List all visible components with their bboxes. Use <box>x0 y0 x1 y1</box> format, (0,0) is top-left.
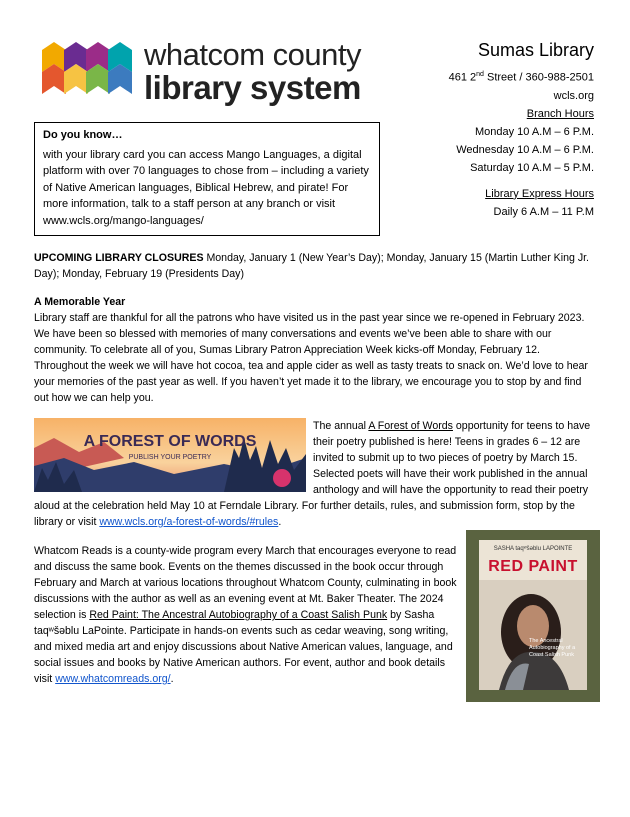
whatcom-reads-paragraph: Whatcom Reads is a county-wide program every March that encourages everyone to read and discuss the same book. Events on the themes discussed in the book occur through February and March at various locations throughout Whatcom County, culminating in book discussions with the author as well as an evening event at Mt. Baker Theater. The 2024 selection is Red Paint: The Ancestral Autobiography of a Coast Salish Punk by Sasha taqʷšəblu LaPointe. Participate in hands-on events such as cedar weaving, song writing, and mixed media art and enjoy discussions about Native American values, language, and social issues and books by Native American authors. For event, author and book details visit www.whatcomreads.org/. <box>34 545 457 685</box>
wcls-logo <box>42 37 372 110</box>
closures-label: UPCOMING LIBRARY CLOSURES <box>34 252 204 264</box>
banner-subtitle: PUBLISH YOUR POETRY <box>128 454 212 461</box>
forest-of-words-section: The annual A Forest of Words opportunity for teens to have their poetry published is here! Teens in grades 6 – 12 are invited to submit up to two pieces of poetry by March 15. Selected poets will have their work published in the annual anthology and will have the opportunity to read their poetry aloud at the celebration held May 10 at Ferndale Library. For further details, rules, and submission form, stop by the library or visit www.wcls.org/a-forest-of-words/#rules. <box>34 420 591 528</box>
branch-hours-title: Branch Hours <box>526 107 594 120</box>
branch-address: 461 2nd Street / 360-988-2501 <box>448 71 594 84</box>
closures-paragraph <box>34 250 594 282</box>
closures-text: Monday, January 1 (New Year’s Day); Monday, January 15 (Martin Luther King Jr. Day); Monday, February 19 (Presidents Day) <box>34 252 590 280</box>
banner-title: A FOREST OF WORDS <box>83 433 257 450</box>
book-title: RED PAINT <box>488 558 578 575</box>
memorable-year-body: Library staff are thankful for all the patrons who have visited us in the past year since we re-opened in February 2023. We have been so blessed with memories of many conversations and events we’ve been able to share with our community. To celebrate all of you, Sumas Library Patron Appreciation Week kicks-off Monday, February 12. Throughout the week we will have hot cocoa, tea and apple cider as well as tasty treats to snack on. We’d love to hear your memories of the past year as well. If you haven’t yet made it to the library, we encourage you to stop by and find out how we can help you. <box>34 312 588 404</box>
memorable-year-heading: A Memorable Year <box>34 296 126 308</box>
forest-rules-link[interactable]: www.wcls.org/a-forest-of-words/#rules <box>99 516 279 528</box>
do-you-know-box <box>34 122 380 236</box>
logo-line2: library system <box>144 69 361 106</box>
logo-line1: whatcom county <box>144 37 361 72</box>
branch-info <box>394 38 594 221</box>
express-hours: Daily 6 A.M – 11 P.M <box>493 205 594 218</box>
memorable-year-section <box>34 294 596 406</box>
logo-mark-icon <box>42 42 134 102</box>
red-paint-book-cover <box>466 530 600 702</box>
whatcom-reads-link[interactable]: www.whatcomreads.org/ <box>55 673 171 685</box>
book-subtitle: The Ancestral Autobiography of a Coast Salish Punk <box>529 638 576 658</box>
forest-of-words-banner <box>34 418 306 492</box>
branch-name: Sumas Library <box>477 40 594 60</box>
book-portrait-icon <box>479 580 587 690</box>
do-you-know-body: with your library card you can access Mango Languages, a digital platform with over 70 languages to chose from – including a variety of Native American languages, Biblical Hebrew, and pirate! For more information, talk to a staff person at any branch or visit www.wcls.org/mango-languages/ <box>43 148 369 227</box>
do-you-know-heading: Do you know… <box>43 129 123 141</box>
express-hours-title: Library Express Hours <box>485 187 594 200</box>
branch-website: wcls.org <box>553 89 594 102</box>
hours-wednesday: Wednesday 10 A.M – 6 P.M. <box>456 143 594 156</box>
book-cover-art <box>479 540 587 690</box>
forest-title-link[interactable]: A Forest of Words <box>368 420 453 432</box>
hours-monday: Monday 10 A.M – 6 P.M. <box>474 125 594 138</box>
book-author: SASHA taqʷšəblu LAPOINTE <box>493 546 573 552</box>
book-title-link[interactable]: Red Paint: The Ancestral Autobiography of a Coast Salish Punk <box>89 609 388 621</box>
hours-saturday: Saturday 10 A.M – 5 P.M. <box>470 161 594 174</box>
